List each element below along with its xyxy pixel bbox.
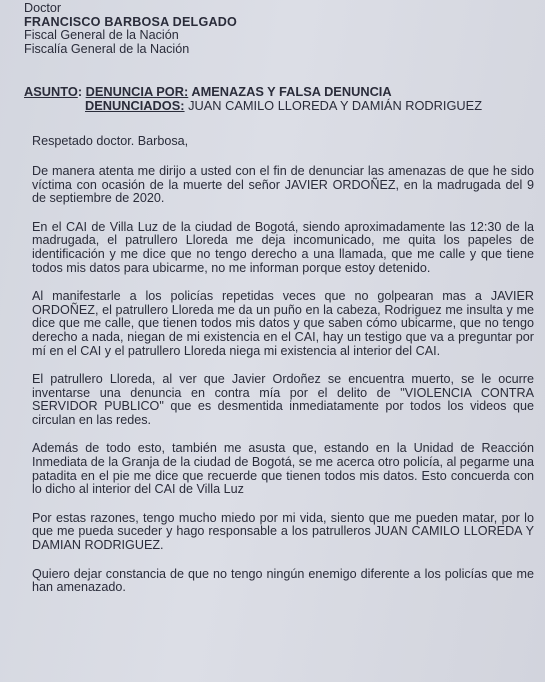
subject-line: [24, 85, 534, 99]
accused-label: DENUNCIADOS:: [85, 98, 185, 114]
recipient-block: [24, 2, 534, 56]
paragraph-5: Además de todo esto, también me asusta que, estando en la Unidad de Reacción Inmediata de la Granja de la ciudad de Bogotá, se me acerca otro policía, al pegarme una patadita en el pie me dice que recuerde que tienen todos mis datos. Esto concuerda con lo dicho al interior del CAI de Villa Luz: [32, 441, 534, 497]
paragraph-3: Al manifestarle a los policías repetidas veces que no golpearan mas a JAVIER ORDOÑEZ, el patrullero Lloreda me da un puño en la cabeza, Rodriguez me insulta y me dice que me calle, que tienen todos mis datos y que saben cómo ubicarme, que no tengo derecho a nada, niegan de mi existencia en el CAI, hay un testigo que va a preguntar por mí en el CAI y el patrullero Lloreda niega mi existencia al interior del CAI.: [32, 289, 534, 358]
paragraph-2: En el CAI de Villa Luz de la ciudad de Bogotá, siendo aproximadamente las 12:30 de la madrugada, el patrullero Lloreda me deja incomunicado, me quita los papeles de identificación y me dice que no tengo derecho a una llamada, que me calle y que tiene todos mis datos para ubicarme, no me informan porque estoy detenido.: [32, 219, 534, 275]
subject-text: DENUNCIA POR:: [85, 84, 189, 100]
accused-line: [24, 99, 534, 113]
recipient-title: Doctor: [24, 1, 62, 15]
paragraph-1: De manera atenta me dirijo a usted con el fin de denunciar las amenazas de que he sido víctima con ocasión de la muerte del señor JAVIER ORDOÑEZ, en la madrugada del 9 de septiembre de 2020.: [32, 163, 534, 206]
recipient-office: Fiscalía General de la Nación: [24, 41, 190, 56]
recipient-name: FRANCISCO BARBOSA DELGADO: [24, 14, 238, 29]
paragraph-6: Por estas razones, tengo mucho miedo por mi vida, siento que me pueden matar, por lo que me pueda suceder y hago responsable a los patrulleros JUAN CAMILO LLOREDA Y DAMIAN RODRIGUEZ.: [32, 510, 534, 553]
greeting: Respetado doctor. Barbosa,: [32, 134, 189, 149]
accused-names: JUAN CAMILO LLOREDA Y DAMIÁN RODRIGUEZ: [184, 98, 483, 114]
subject-block: [24, 85, 534, 113]
recipient-position: Fiscal General de la Nación: [24, 28, 179, 43]
paragraph-7: Quiero dejar constancia de que no tengo ningún enemigo diferente a los policías que me han amenazado.: [32, 566, 534, 595]
letter-body: [24, 2, 534, 595]
subject-text-rest: AMENAZAS Y FALSA DENUNCIA: [188, 84, 392, 100]
subject-label: ASUNTO: [24, 84, 78, 100]
subject-separator: :: [77, 84, 86, 100]
paragraph-4: El patrullero Lloreda, al ver que Javier Ordoñez se encuentra muerto, se le ocurre inventarse una denuncia en contra mía por el delito de "VIOLENCIA CONTRA SERVIDOR PUBLICO" que es desmentida inmediatamente por todos los videos que circulan en las redes.: [32, 372, 534, 427]
